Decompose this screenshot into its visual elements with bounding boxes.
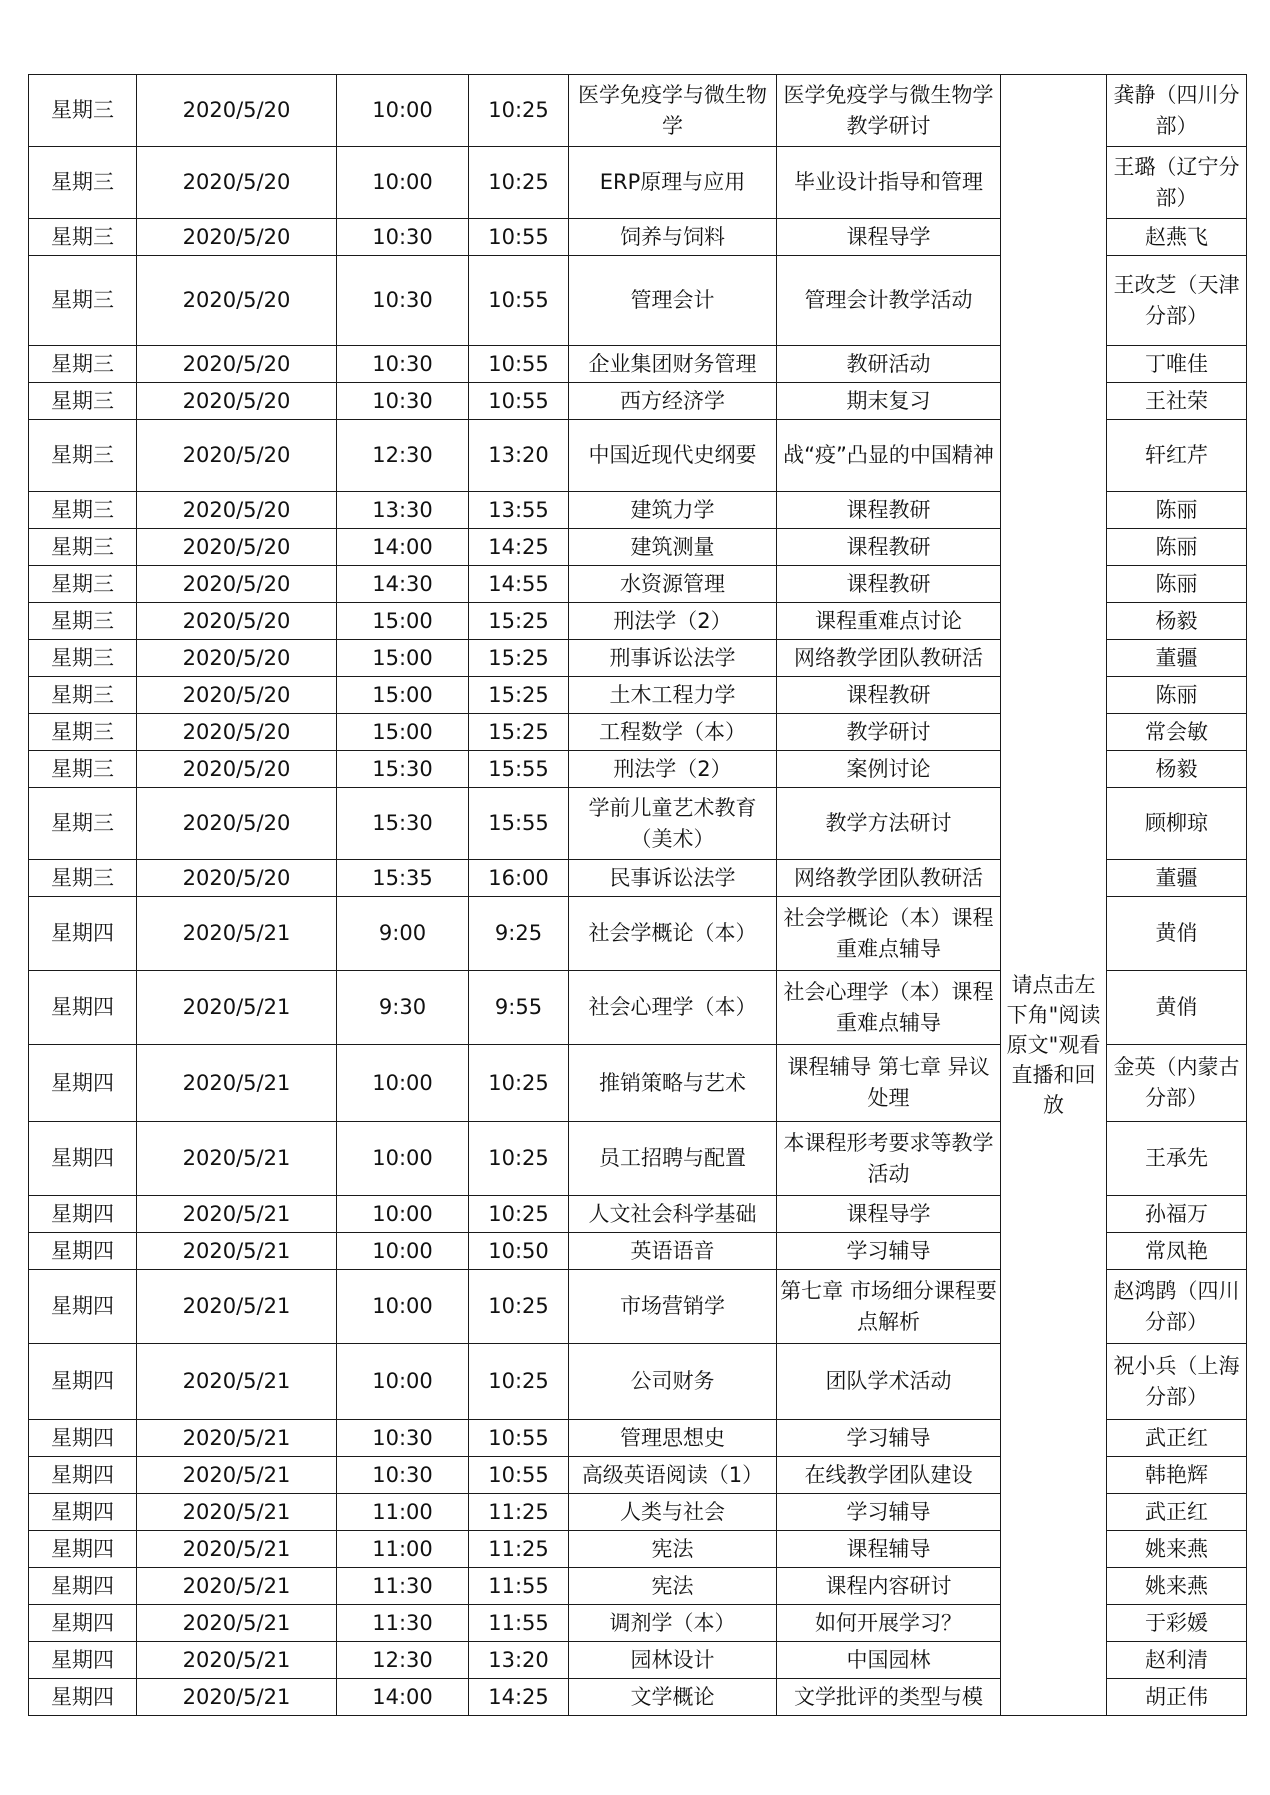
end-time-cell: 10:25 — [469, 1122, 569, 1196]
start-time-cell: 10:30 — [337, 1457, 469, 1494]
topic-cell: 课程导学 — [777, 219, 1001, 256]
topic-cell: 教学方法研讨 — [777, 788, 1001, 860]
end-time-cell: 11:25 — [469, 1494, 569, 1531]
course-cell: 建筑测量 — [569, 529, 777, 566]
topic-cell: 课程教研 — [777, 677, 1001, 714]
day-cell: 星期三 — [29, 529, 137, 566]
day-cell: 星期三 — [29, 751, 137, 788]
date-cell: 2020/5/20 — [137, 714, 337, 751]
start-time-cell: 15:00 — [337, 603, 469, 640]
course-cell: 管理思想史 — [569, 1420, 777, 1457]
teacher-cell: 于彩媛 — [1107, 1605, 1247, 1642]
day-cell: 星期三 — [29, 383, 137, 420]
day-cell: 星期三 — [29, 788, 137, 860]
teacher-cell: 王承先 — [1107, 1122, 1247, 1196]
start-time-cell: 11:30 — [337, 1568, 469, 1605]
teacher-cell: 赵燕飞 — [1107, 219, 1247, 256]
topic-cell: 战“疫”凸显的中国精神 — [777, 420, 1001, 492]
date-cell: 2020/5/20 — [137, 603, 337, 640]
teacher-cell: 丁唯佳 — [1107, 346, 1247, 383]
course-cell: 刑法学（2） — [569, 751, 777, 788]
day-cell: 星期三 — [29, 860, 137, 897]
teacher-cell: 黄俏 — [1107, 897, 1247, 971]
date-cell: 2020/5/20 — [137, 256, 337, 346]
course-cell: 员工招聘与配置 — [569, 1122, 777, 1196]
day-cell: 星期三 — [29, 219, 137, 256]
date-cell: 2020/5/21 — [137, 1122, 337, 1196]
day-cell: 星期四 — [29, 1196, 137, 1233]
course-cell: 企业集团财务管理 — [569, 346, 777, 383]
end-time-cell: 10:25 — [469, 1196, 569, 1233]
date-cell: 2020/5/20 — [137, 147, 337, 219]
start-time-cell: 10:00 — [337, 1233, 469, 1270]
start-time-cell: 11:00 — [337, 1531, 469, 1568]
date-cell: 2020/5/20 — [137, 492, 337, 529]
start-time-cell: 10:30 — [337, 219, 469, 256]
date-cell: 2020/5/20 — [137, 529, 337, 566]
start-time-cell: 10:30 — [337, 346, 469, 383]
start-time-cell: 12:30 — [337, 420, 469, 492]
day-cell: 星期三 — [29, 640, 137, 677]
teacher-cell: 董疆 — [1107, 860, 1247, 897]
end-time-cell: 10:25 — [469, 1270, 569, 1344]
start-time-cell: 9:00 — [337, 897, 469, 971]
start-time-cell: 9:30 — [337, 971, 469, 1045]
course-cell: 人类与社会 — [569, 1494, 777, 1531]
topic-cell: 学习辅导 — [777, 1494, 1001, 1531]
teacher-cell: 杨毅 — [1107, 751, 1247, 788]
course-cell: 建筑力学 — [569, 492, 777, 529]
end-time-cell: 15:25 — [469, 714, 569, 751]
start-time-cell: 11:30 — [337, 1605, 469, 1642]
course-cell: 宪法 — [569, 1568, 777, 1605]
start-time-cell: 10:00 — [337, 75, 469, 147]
teacher-cell: 陈丽 — [1107, 677, 1247, 714]
start-time-cell: 14:00 — [337, 1679, 469, 1716]
day-cell: 星期四 — [29, 1679, 137, 1716]
day-cell: 星期四 — [29, 1233, 137, 1270]
topic-cell: 网络教学团队教研活 — [777, 860, 1001, 897]
end-time-cell: 13:20 — [469, 420, 569, 492]
end-time-cell: 14:25 — [469, 1679, 569, 1716]
topic-cell: 网络教学团队教研活 — [777, 640, 1001, 677]
course-cell: 人文社会科学基础 — [569, 1196, 777, 1233]
day-cell: 星期四 — [29, 1420, 137, 1457]
end-time-cell: 15:25 — [469, 677, 569, 714]
teacher-cell: 王璐（辽宁分部） — [1107, 147, 1247, 219]
end-time-cell: 15:55 — [469, 788, 569, 860]
date-cell: 2020/5/20 — [137, 640, 337, 677]
teacher-cell: 武正红 — [1107, 1420, 1247, 1457]
day-cell: 星期四 — [29, 1270, 137, 1344]
teacher-cell: 姚来燕 — [1107, 1568, 1247, 1605]
topic-cell: 教学研讨 — [777, 714, 1001, 751]
course-cell: 西方经济学 — [569, 383, 777, 420]
date-cell: 2020/5/21 — [137, 1568, 337, 1605]
date-cell: 2020/5/21 — [137, 1196, 337, 1233]
topic-cell: 课程教研 — [777, 566, 1001, 603]
start-time-cell: 14:30 — [337, 566, 469, 603]
teacher-cell: 顾柳琼 — [1107, 788, 1247, 860]
topic-cell: 社会心理学（本）课程重难点辅导 — [777, 971, 1001, 1045]
end-time-cell: 9:55 — [469, 971, 569, 1045]
teacher-cell: 祝小兵（上海分部） — [1107, 1344, 1247, 1420]
topic-cell: 课程教研 — [777, 529, 1001, 566]
course-cell: 水资源管理 — [569, 566, 777, 603]
course-cell: 宪法 — [569, 1531, 777, 1568]
course-cell: 社会心理学（本） — [569, 971, 777, 1045]
date-cell: 2020/5/20 — [137, 420, 337, 492]
date-cell: 2020/5/20 — [137, 677, 337, 714]
teacher-cell: 王改芝（天津分部） — [1107, 256, 1247, 346]
date-cell: 2020/5/21 — [137, 897, 337, 971]
end-time-cell: 16:00 — [469, 860, 569, 897]
start-time-cell: 10:30 — [337, 383, 469, 420]
teacher-cell: 金英（内蒙古分部） — [1107, 1045, 1247, 1122]
teacher-cell: 常凤艳 — [1107, 1233, 1247, 1270]
day-cell: 星期三 — [29, 147, 137, 219]
topic-cell: 中国园林 — [777, 1642, 1001, 1679]
topic-cell: 管理会计教学活动 — [777, 256, 1001, 346]
teacher-cell: 胡正伟 — [1107, 1679, 1247, 1716]
date-cell: 2020/5/21 — [137, 1605, 337, 1642]
day-cell: 星期三 — [29, 603, 137, 640]
start-time-cell: 10:00 — [337, 1344, 469, 1420]
date-cell: 2020/5/21 — [137, 1642, 337, 1679]
course-cell: 刑事诉讼法学 — [569, 640, 777, 677]
day-cell: 星期四 — [29, 1045, 137, 1122]
course-cell: 管理会计 — [569, 256, 777, 346]
start-time-cell: 10:30 — [337, 1420, 469, 1457]
end-time-cell: 11:55 — [469, 1605, 569, 1642]
end-time-cell: 10:55 — [469, 256, 569, 346]
end-time-cell: 10:55 — [469, 383, 569, 420]
start-time-cell: 12:30 — [337, 1642, 469, 1679]
start-time-cell: 15:30 — [337, 751, 469, 788]
date-cell: 2020/5/20 — [137, 346, 337, 383]
teacher-cell: 董疆 — [1107, 640, 1247, 677]
end-time-cell: 10:25 — [469, 1045, 569, 1122]
date-cell: 2020/5/21 — [137, 1679, 337, 1716]
course-cell: 高级英语阅读（1） — [569, 1457, 777, 1494]
topic-cell: 课程辅导 — [777, 1531, 1001, 1568]
day-cell: 星期四 — [29, 1531, 137, 1568]
start-time-cell: 15:00 — [337, 714, 469, 751]
course-cell: ERP原理与应用 — [569, 147, 777, 219]
topic-cell: 在线教学团队建设 — [777, 1457, 1001, 1494]
date-cell: 2020/5/21 — [137, 1531, 337, 1568]
end-time-cell: 10:25 — [469, 1344, 569, 1420]
schedule-sheet — [28, 74, 1247, 1716]
teacher-cell: 轩红芹 — [1107, 420, 1247, 492]
course-cell: 工程数学（本） — [569, 714, 777, 751]
day-cell: 星期四 — [29, 1605, 137, 1642]
teacher-cell: 韩艳辉 — [1107, 1457, 1247, 1494]
date-cell: 2020/5/21 — [137, 971, 337, 1045]
teacher-cell: 杨毅 — [1107, 603, 1247, 640]
course-cell: 调剂学（本） — [569, 1605, 777, 1642]
topic-cell: 毕业设计指导和管理 — [777, 147, 1001, 219]
end-time-cell: 15:25 — [469, 640, 569, 677]
date-cell: 2020/5/20 — [137, 788, 337, 860]
course-cell: 园林设计 — [569, 1642, 777, 1679]
end-time-cell: 10:55 — [469, 1457, 569, 1494]
day-cell: 星期四 — [29, 1344, 137, 1420]
day-cell: 星期四 — [29, 1642, 137, 1679]
end-time-cell: 9:25 — [469, 897, 569, 971]
date-cell: 2020/5/20 — [137, 751, 337, 788]
day-cell: 星期四 — [29, 1494, 137, 1531]
day-cell: 星期三 — [29, 256, 137, 346]
end-time-cell: 13:20 — [469, 1642, 569, 1679]
course-cell: 医学免疫学与微生物学 — [569, 75, 777, 147]
date-cell: 2020/5/21 — [137, 1045, 337, 1122]
day-cell: 星期三 — [29, 714, 137, 751]
day-cell: 星期四 — [29, 971, 137, 1045]
start-time-cell: 13:30 — [337, 492, 469, 529]
day-cell: 星期三 — [29, 566, 137, 603]
start-time-cell: 11:00 — [337, 1494, 469, 1531]
start-time-cell: 10:30 — [337, 256, 469, 346]
day-cell: 星期四 — [29, 1122, 137, 1196]
end-time-cell: 10:55 — [469, 219, 569, 256]
end-time-cell: 15:55 — [469, 751, 569, 788]
date-cell: 2020/5/21 — [137, 1420, 337, 1457]
teacher-cell: 陈丽 — [1107, 566, 1247, 603]
start-time-cell: 15:00 — [337, 640, 469, 677]
topic-cell: 课程教研 — [777, 492, 1001, 529]
start-time-cell: 10:00 — [337, 1045, 469, 1122]
end-time-cell: 10:25 — [469, 75, 569, 147]
topic-cell: 团队学术活动 — [777, 1344, 1001, 1420]
course-cell: 公司财务 — [569, 1344, 777, 1420]
topic-cell: 学习辅导 — [777, 1420, 1001, 1457]
topic-cell: 课程导学 — [777, 1196, 1001, 1233]
end-time-cell: 14:25 — [469, 529, 569, 566]
course-cell: 推销策略与艺术 — [569, 1045, 777, 1122]
topic-cell: 本课程形考要求等教学活动 — [777, 1122, 1001, 1196]
topic-cell: 学习辅导 — [777, 1233, 1001, 1270]
date-cell: 2020/5/21 — [137, 1457, 337, 1494]
start-time-cell: 14:00 — [337, 529, 469, 566]
date-cell: 2020/5/21 — [137, 1494, 337, 1531]
end-time-cell: 11:55 — [469, 1568, 569, 1605]
teacher-cell: 孙福万 — [1107, 1196, 1247, 1233]
end-time-cell: 15:25 — [469, 603, 569, 640]
end-time-cell: 10:55 — [469, 346, 569, 383]
start-time-cell: 10:00 — [337, 147, 469, 219]
day-cell: 星期三 — [29, 75, 137, 147]
course-cell: 市场营销学 — [569, 1270, 777, 1344]
date-cell: 2020/5/21 — [137, 1270, 337, 1344]
teacher-cell: 陈丽 — [1107, 529, 1247, 566]
end-time-cell: 11:25 — [469, 1531, 569, 1568]
date-cell: 2020/5/21 — [137, 1344, 337, 1420]
topic-cell: 教研活动 — [777, 346, 1001, 383]
end-time-cell: 10:25 — [469, 147, 569, 219]
end-time-cell: 13:55 — [469, 492, 569, 529]
date-cell: 2020/5/20 — [137, 860, 337, 897]
topic-cell: 案例讨论 — [777, 751, 1001, 788]
course-cell: 民事诉讼法学 — [569, 860, 777, 897]
start-time-cell: 15:35 — [337, 860, 469, 897]
end-time-cell: 10:50 — [469, 1233, 569, 1270]
topic-cell: 第七章 市场细分课程要点解析 — [777, 1270, 1001, 1344]
date-cell: 2020/5/20 — [137, 383, 337, 420]
date-cell: 2020/5/20 — [137, 566, 337, 603]
course-cell: 土木工程力学 — [569, 677, 777, 714]
schedule-table — [28, 74, 1247, 1716]
topic-cell: 课程重难点讨论 — [777, 603, 1001, 640]
course-cell: 文学概论 — [569, 1679, 777, 1716]
course-cell: 英语语音 — [569, 1233, 777, 1270]
topic-cell: 课程辅导 第七章 异议处理 — [777, 1045, 1001, 1122]
date-cell: 2020/5/21 — [137, 1233, 337, 1270]
end-time-cell: 14:55 — [469, 566, 569, 603]
live-replay-note: 请点击左下角"阅读原文"观看直播和回放 — [1001, 75, 1107, 1716]
teacher-cell: 黄俏 — [1107, 971, 1247, 1045]
day-cell: 星期三 — [29, 677, 137, 714]
topic-cell: 课程内容研讨 — [777, 1568, 1001, 1605]
start-time-cell: 10:00 — [337, 1122, 469, 1196]
teacher-cell: 姚来燕 — [1107, 1531, 1247, 1568]
end-time-cell: 10:55 — [469, 1420, 569, 1457]
course-cell: 刑法学（2） — [569, 603, 777, 640]
start-time-cell: 10:00 — [337, 1270, 469, 1344]
course-cell: 饲养与饲料 — [569, 219, 777, 256]
course-cell: 中国近现代史纲要 — [569, 420, 777, 492]
topic-cell: 如何开展学习？ — [777, 1605, 1001, 1642]
start-time-cell: 15:00 — [337, 677, 469, 714]
day-cell: 星期三 — [29, 346, 137, 383]
topic-cell: 文学批评的类型与模 — [777, 1679, 1001, 1716]
day-cell: 星期四 — [29, 1568, 137, 1605]
teacher-cell: 武正红 — [1107, 1494, 1247, 1531]
start-time-cell: 10:00 — [337, 1196, 469, 1233]
date-cell: 2020/5/20 — [137, 75, 337, 147]
day-cell: 星期三 — [29, 492, 137, 529]
day-cell: 星期四 — [29, 897, 137, 971]
date-cell: 2020/5/20 — [137, 219, 337, 256]
teacher-cell: 王社荣 — [1107, 383, 1247, 420]
course-cell: 社会学概论（本） — [569, 897, 777, 971]
course-cell: 学前儿童艺术教育（美术） — [569, 788, 777, 860]
topic-cell: 期末复习 — [777, 383, 1001, 420]
topic-cell: 医学免疫学与微生物学教学研讨 — [777, 75, 1001, 147]
teacher-cell: 赵利清 — [1107, 1642, 1247, 1679]
teacher-cell: 赵鸿鹍（四川分部） — [1107, 1270, 1247, 1344]
day-cell: 星期三 — [29, 420, 137, 492]
topic-cell: 社会学概论（本）课程重难点辅导 — [777, 897, 1001, 971]
teacher-cell: 龚静（四川分部） — [1107, 75, 1247, 147]
day-cell: 星期四 — [29, 1457, 137, 1494]
teacher-cell: 常会敏 — [1107, 714, 1247, 751]
start-time-cell: 15:30 — [337, 788, 469, 860]
table-row — [29, 75, 1247, 147]
teacher-cell: 陈丽 — [1107, 492, 1247, 529]
